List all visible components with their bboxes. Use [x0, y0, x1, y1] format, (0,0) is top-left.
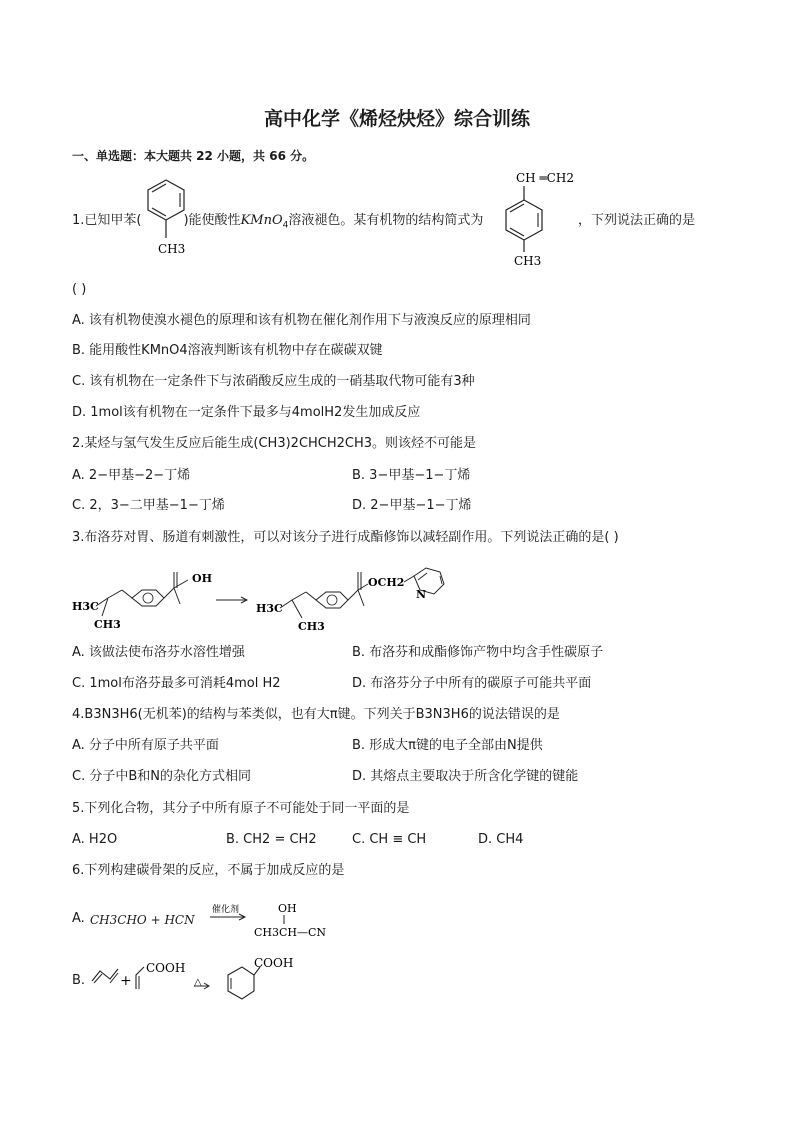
- toluene-ch3-label: CH3: [158, 242, 186, 256]
- q3-option-d: D. 布洛芬分子中所有的碳原子可能共平面: [352, 676, 592, 691]
- q2-option-b: B. 3−甲基−1−丁烯: [352, 468, 471, 483]
- product-oh: OH: [278, 902, 297, 915]
- q1-stem-part-c: 溶液褪色。某有机物的结构简式为: [288, 213, 484, 228]
- vinyltoluene-ch3-label: CH3: [514, 254, 542, 268]
- ester-och2: OCH2: [368, 576, 405, 589]
- q3-stem: 3.布洛芬对胃、肠道有刺激性，可以对该分子进行成酯修饰以减轻副作用。下列说法正确的是( ): [72, 530, 619, 545]
- q1-stem: [72, 212, 483, 235]
- q3-option-a: A. 该做法使布洛芬水溶性增强: [72, 645, 245, 660]
- cyclohexene-cooh: COOH: [254, 956, 294, 970]
- ibuprofen-h3c: H3C: [72, 600, 99, 613]
- q6-stem: 6.下列构建碳骨架的反应，不属于加成反应的是: [72, 863, 345, 878]
- q5-stem: 5.下列化合物，其分子中所有原子不可能处于同一平面的是: [72, 801, 410, 816]
- vinyltoluene-structure: [498, 168, 588, 268]
- heat-symbol: △: [194, 977, 202, 988]
- acrylic-cooh: COOH: [146, 961, 186, 975]
- ibuprofen-ester-structure: [254, 560, 464, 632]
- q1-option-c: C. 该有机物在一定条件下与浓硝酸反应生成的一硝基取代物可能有3种: [72, 374, 475, 389]
- q6-option-a-label: A.: [72, 911, 85, 926]
- q2-option-d: D. 2−甲基−1−丁烯: [352, 498, 472, 513]
- q5-option-b: B. CH2 = CH2: [226, 832, 317, 847]
- q4-option-c: C. 分子中B和N的杂化方式相同: [72, 769, 251, 784]
- q3-option-c: C. 1mol布洛芬最多可消耗4mol H2: [72, 676, 281, 691]
- q6-option-b-diels-alder: [88, 955, 308, 1015]
- ibuprofen-structure: [70, 560, 220, 632]
- q3-option-b: B. 布洛芬和成酯修饰产物中均含手性碳原子: [352, 645, 604, 660]
- q2-stem: 2.某烃与氢气发生反应后能生成(CH3)2CHCH2CH3。则该烃不可能是: [72, 436, 477, 451]
- q6-option-b-label: B.: [72, 973, 86, 988]
- pyridine-n: N: [416, 588, 427, 601]
- q1-kmno4: KMnO: [240, 213, 283, 228]
- q4-option-d: D. 其熔点主要取决于所含化学键的键能: [352, 769, 579, 784]
- q6-option-a-equation: CH3CHO + HCN: [90, 913, 195, 927]
- q4-stem: 4.B3N3H6(无机苯)的结构与苯类似，也有大π键。下列关于B3N3H6的说法错误的是: [72, 707, 560, 722]
- q1-stem-part-b: )能使酸性: [183, 213, 241, 228]
- ibuprofen-oh: OH: [192, 572, 212, 585]
- q2-option-c: C. 2，3−二甲基−1−丁烯: [72, 498, 225, 513]
- q1-sub4: 4: [282, 220, 289, 231]
- q2-option-a: A. 2−甲基−2−丁烯: [72, 468, 191, 483]
- ester-ch3: CH3: [298, 620, 325, 632]
- q1-answer-paren: ( ): [72, 282, 87, 297]
- q5-option-c: C. CH ≡ CH: [352, 832, 427, 847]
- q4-option-b: B. 形成大π键的电子全部由N提供: [352, 738, 543, 753]
- q1-stem-tail: ，下列说法正确的是: [578, 213, 696, 228]
- q6-option-a-product: [208, 900, 338, 942]
- catalyst-label: 催化剂: [212, 905, 240, 915]
- vinyl-label: CH ═CH2: [516, 171, 574, 185]
- q1-option-b: B. 能用酸性KMnO4溶液判断该有机物中存在碳碳双键: [72, 343, 383, 358]
- q1-stem-part-a: 1.已知甲苯(: [72, 213, 142, 228]
- q4-option-a: A. 分子中所有原子共平面: [72, 738, 219, 753]
- q5-option-d: D. CH4: [478, 832, 524, 847]
- q1-option-a: A. 该有机物使溴水褪色的原理和该有机物在催化剂作用下与液溴反应的原理相同: [72, 313, 531, 328]
- toluene-structure: [140, 176, 192, 258]
- q5-option-a: A. H2O: [72, 832, 118, 847]
- page-title: 高中化学《烯烃炔烃》综合训练: [263, 108, 530, 130]
- section-heading: 一、单选题：本大题共 22 小题，共 66 分。: [72, 149, 315, 163]
- ibuprofen-ch3: CH3: [94, 618, 121, 631]
- q1-option-d: D. 1mol该有机物在一定条件下最多与4molH2发生加成反应: [72, 405, 421, 420]
- ester-h3c: H3C: [256, 602, 283, 615]
- product-formula: CH3CH—CN: [254, 926, 327, 939]
- plus-sign: +: [120, 973, 132, 989]
- reaction-arrow: [214, 596, 250, 604]
